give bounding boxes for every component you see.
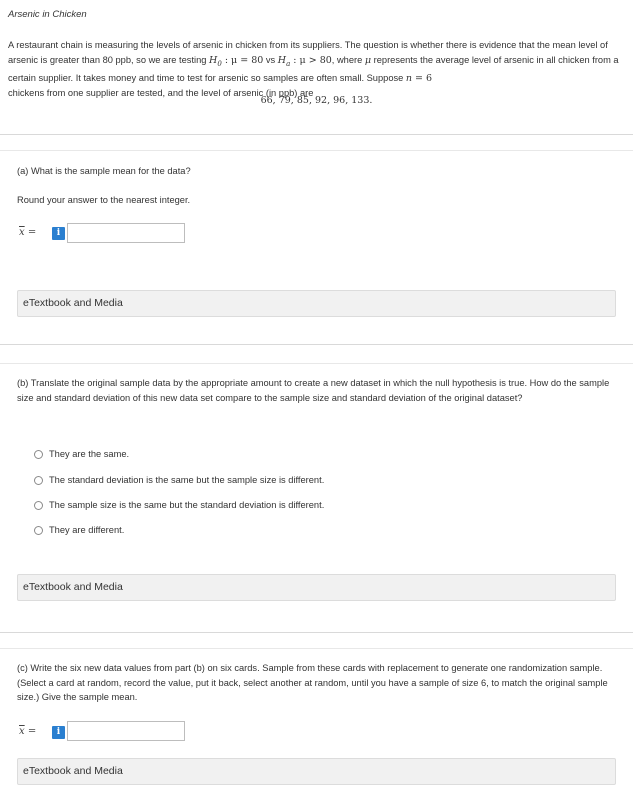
option-label: The sample size is the same but the standard deviation is different. bbox=[49, 500, 325, 510]
divider bbox=[0, 363, 633, 364]
radio-button[interactable] bbox=[34, 526, 43, 535]
xbar-label-a: $\overline{x}$ = bbox=[19, 227, 37, 238]
option-label: The standard deviation is the same but the sample size is different. bbox=[49, 475, 325, 485]
option-same[interactable] bbox=[34, 449, 129, 459]
info-icon[interactable]: i bbox=[52, 726, 65, 739]
option-size-same[interactable] bbox=[34, 500, 324, 510]
intro-text-2: , where bbox=[331, 54, 365, 65]
part-b-question: (b) Translate the original sample data by the appropriate amount to create a new dataset in which the null hypothesis is true. How do the sample size and standard deviation of this new data set compare to the sample size and standard deviation of the original dataset? bbox=[17, 378, 610, 403]
intro-text-3: represents the average level of arsenic in all chicken from a certain supplier. It takes money and time to test for arsenic so samples are often small. Suppose bbox=[8, 54, 619, 83]
intro-text-1: A restaurant chain is measuring the levels of arsenic in chicken from its suppliers. The question is whether there is evidence that the mean level of arsenic is greater than 80 ppb, so we are testing bbox=[8, 40, 608, 65]
radio-button[interactable] bbox=[34, 501, 43, 510]
divider bbox=[0, 134, 633, 135]
xbar-label-c: $\overline{x}$ = bbox=[19, 726, 37, 737]
divider bbox=[0, 648, 633, 649]
intro-text-4: chickens from one supplier are tested, and the level of arsenic (in ppb) are bbox=[8, 88, 314, 99]
n-value: = 6 bbox=[412, 72, 433, 84]
part-c-question: (c) Write the six new data values from part (b) on six cards. Sample from these cards with replacement to generate one randomization sample. (Select a card at random, record the value, put it back, select another at random, until you have a sample of size 6, to match the original sample size.) Give the sample mean. bbox=[17, 663, 608, 702]
radio-button[interactable] bbox=[34, 476, 43, 485]
option-sd-same[interactable] bbox=[34, 475, 324, 485]
part-a-answer-input[interactable] bbox=[67, 223, 185, 243]
problem-statement bbox=[8, 38, 623, 101]
part-a-instruction: Round your answer to the nearest integer. bbox=[17, 195, 191, 205]
etextbook-media-button[interactable]: eTextbook and Media bbox=[17, 758, 616, 785]
etextbook-media-button[interactable]: eTextbook and Media bbox=[17, 574, 616, 601]
etextbook-media-button[interactable]: eTextbook and Media bbox=[17, 290, 616, 317]
divider bbox=[0, 150, 633, 151]
vs-text: vs bbox=[263, 54, 278, 65]
dataset-values: 66, 79, 85, 92, 96, 133. bbox=[260, 95, 373, 106]
option-label: They are the same. bbox=[49, 449, 130, 459]
mu-symbol: μ bbox=[364, 54, 372, 66]
n-symbol: n bbox=[405, 72, 413, 84]
option-label: They are different. bbox=[49, 525, 125, 535]
info-icon[interactable]: i bbox=[52, 227, 65, 240]
part-c-answer-input[interactable] bbox=[67, 721, 185, 741]
null-hypothesis: $H_0$ : μ = 80 bbox=[209, 54, 264, 68]
part-a-question: (a) What is the sample mean for the data? bbox=[17, 166, 191, 176]
option-different[interactable] bbox=[34, 525, 124, 535]
page-title: Arsenic in Chicken bbox=[8, 9, 87, 20]
divider bbox=[0, 344, 633, 345]
divider bbox=[0, 632, 633, 633]
radio-button[interactable] bbox=[34, 450, 43, 459]
alt-hypothesis: $H_a$ : μ > 80 bbox=[277, 54, 332, 68]
